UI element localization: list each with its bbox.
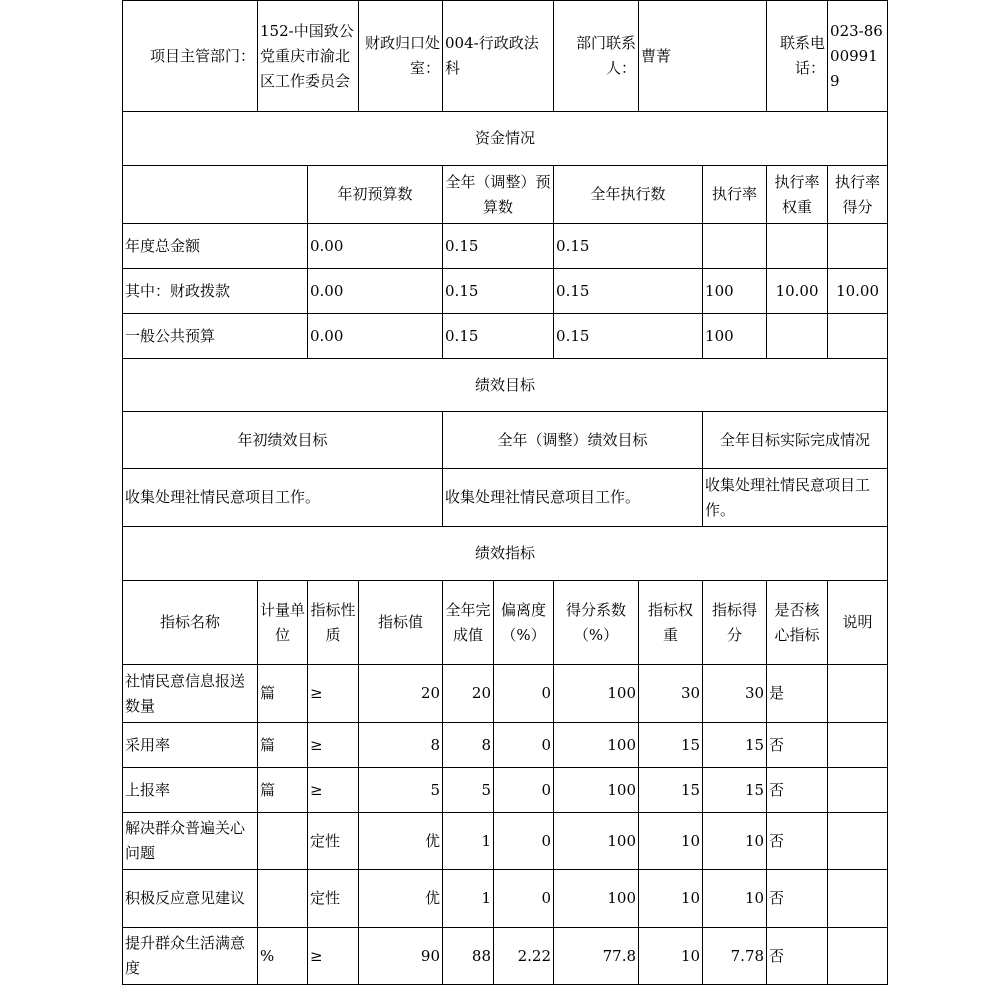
indicator-cell: 0 — [494, 723, 554, 768]
funds-cell: 0.15 — [443, 224, 554, 269]
indicator-name: 社情民意信息报送数量 — [123, 665, 258, 723]
indicator-cell: 88 — [443, 928, 494, 985]
indicator-column-header: 指标值 — [359, 581, 443, 665]
funds-cell — [703, 224, 767, 269]
indicator-column-header: 指标权重 — [639, 581, 703, 665]
indicator-cell — [828, 768, 888, 813]
funds-column-header: 全年执行数 — [554, 166, 703, 224]
header-row — [123, 1, 888, 112]
indicator-cell: 10 — [703, 813, 767, 870]
goals-section-row — [123, 359, 888, 412]
indicator-cell: 篇 — [258, 665, 308, 723]
indicator-row — [123, 665, 888, 723]
indicator-row — [123, 870, 888, 928]
indicator-cell: 是 — [767, 665, 828, 723]
funds-cell — [767, 314, 828, 359]
indicator-column-header: 说明 — [828, 581, 888, 665]
funds-cell: 0.15 — [443, 269, 554, 314]
funds-cell — [828, 314, 888, 359]
indicator-cell: 5 — [359, 768, 443, 813]
funds-cell: 0.00 — [308, 224, 443, 269]
funds-section-title: 资金情况 — [123, 112, 888, 166]
phone-value: 023-86009919 — [828, 1, 888, 112]
goals-value: 收集处理社情民意项目工作。 — [443, 469, 703, 527]
funds-column-header: 执行率得分 — [828, 166, 888, 224]
indicator-cell: 0 — [494, 768, 554, 813]
funds-cell: 0.00 — [308, 269, 443, 314]
indicator-cell: 否 — [767, 768, 828, 813]
funds-row — [123, 314, 888, 359]
indicator-cell: 15 — [703, 723, 767, 768]
funds-cell — [767, 224, 828, 269]
indicator-cell — [258, 870, 308, 928]
indicator-cell: 0 — [494, 665, 554, 723]
goals-value: 收集处理社情民意项目工作。 — [703, 469, 888, 527]
funds-cell: 100 — [703, 269, 767, 314]
indicator-cell: 77.8 — [554, 928, 639, 985]
funds-row-label: 其中：财政拨款 — [123, 269, 308, 314]
indicator-cell: 15 — [703, 768, 767, 813]
dept-label: 项目主管部门： — [123, 1, 258, 112]
indicator-column-header: 偏离度（%） — [494, 581, 554, 665]
indicator-cell: 篇 — [258, 723, 308, 768]
indicator-cell: 10 — [639, 928, 703, 985]
funds-column-header: 全年（调整）预算数 — [443, 166, 554, 224]
funds-cell: 0.15 — [443, 314, 554, 359]
indicator-cell: 20 — [359, 665, 443, 723]
indicator-cell: 100 — [554, 813, 639, 870]
indicator-cell: 90 — [359, 928, 443, 985]
indicator-cell: 15 — [639, 768, 703, 813]
funds-cell: 0.00 — [308, 314, 443, 359]
goals-column-header: 年初绩效目标 — [123, 412, 443, 469]
indicator-cell: 篇 — [258, 768, 308, 813]
indicators-section-row — [123, 527, 888, 581]
funds-cell — [828, 224, 888, 269]
indicator-name: 积极反应意见建议 — [123, 870, 258, 928]
goals-value-row — [123, 469, 888, 527]
goals-header-row — [123, 412, 888, 469]
indicator-cell — [258, 813, 308, 870]
indicator-cell: 100 — [554, 768, 639, 813]
performance-table — [122, 0, 888, 985]
goals-section-title: 绩效目标 — [123, 359, 888, 412]
indicator-cell — [828, 665, 888, 723]
indicator-column-header: 指标得分 — [703, 581, 767, 665]
funds-column-header: 年初预算数 — [308, 166, 443, 224]
indicator-row — [123, 813, 888, 870]
indicator-name: 解决群众普遍关心问题 — [123, 813, 258, 870]
indicator-cell — [828, 813, 888, 870]
indicator-cell — [828, 870, 888, 928]
indicator-cell: 5 — [443, 768, 494, 813]
indicators-header-row — [123, 581, 888, 665]
indicator-cell: 20 — [443, 665, 494, 723]
indicator-cell: 定性 — [308, 813, 359, 870]
indicator-cell: 7.78 — [703, 928, 767, 985]
indicator-column-header: 指标性质 — [308, 581, 359, 665]
funds-column-header: 执行率权重 — [767, 166, 828, 224]
indicator-cell: 30 — [703, 665, 767, 723]
funds-cell: 100 — [703, 314, 767, 359]
contact-label: 部门联系人： — [554, 1, 639, 112]
indicator-cell: 否 — [767, 723, 828, 768]
indicator-cell: 优 — [359, 870, 443, 928]
office-label: 财政归口处室： — [359, 1, 443, 112]
indicator-cell: 2.22 — [494, 928, 554, 985]
indicator-column-header: 计量单位 — [258, 581, 308, 665]
goals-column-header: 全年目标实际完成情况 — [703, 412, 888, 469]
indicator-cell: 优 — [359, 813, 443, 870]
indicator-cell: % — [258, 928, 308, 985]
indicator-column-header: 全年完成值 — [443, 581, 494, 665]
indicator-cell: 定性 — [308, 870, 359, 928]
office-value: 004-行政政法科 — [443, 1, 554, 112]
indicator-cell: 1 — [443, 870, 494, 928]
indicators-section-title: 绩效指标 — [123, 527, 888, 581]
funds-row — [123, 224, 888, 269]
indicator-cell: 10 — [703, 870, 767, 928]
goals-value: 收集处理社情民意项目工作。 — [123, 469, 443, 527]
indicator-cell: 1 — [443, 813, 494, 870]
indicator-cell: 100 — [554, 723, 639, 768]
indicator-cell: 8 — [443, 723, 494, 768]
indicator-cell: ≥ — [308, 723, 359, 768]
goals-column-header: 全年（调整）绩效目标 — [443, 412, 703, 469]
funds-cell: 0.15 — [554, 269, 703, 314]
indicator-cell: 0 — [494, 870, 554, 928]
funds-cell: 0.15 — [554, 224, 703, 269]
funds-cell: 10.00 — [767, 269, 828, 314]
indicator-name: 采用率 — [123, 723, 258, 768]
indicator-cell: 10 — [639, 870, 703, 928]
indicator-cell: 否 — [767, 928, 828, 985]
indicator-row — [123, 928, 888, 985]
indicator-cell: 8 — [359, 723, 443, 768]
funds-column-header: 执行率 — [703, 166, 767, 224]
indicator-column-header: 指标名称 — [123, 581, 258, 665]
funds-cell: 0.15 — [554, 314, 703, 359]
dept-value: 152-中国致公党重庆市渝北区工作委员会 — [258, 1, 359, 112]
indicator-cell: 30 — [639, 665, 703, 723]
indicator-column-header: 是否核心指标 — [767, 581, 828, 665]
indicator-row — [123, 768, 888, 813]
indicator-cell: 15 — [639, 723, 703, 768]
indicator-row — [123, 723, 888, 768]
contact-value: 曹菁 — [639, 1, 767, 112]
indicator-cell: 100 — [554, 665, 639, 723]
funds-row — [123, 269, 888, 314]
indicator-cell: 0 — [494, 813, 554, 870]
indicator-cell: ≥ — [308, 928, 359, 985]
funds-row-label: 一般公共预算 — [123, 314, 308, 359]
indicator-name: 上报率 — [123, 768, 258, 813]
indicator-name: 提升群众生活满意度 — [123, 928, 258, 985]
phone-label: 联系电话： — [767, 1, 828, 112]
indicator-cell: 否 — [767, 813, 828, 870]
funds-header-row — [123, 166, 888, 224]
indicator-cell — [828, 928, 888, 985]
indicator-cell: 100 — [554, 870, 639, 928]
indicator-cell: ≥ — [308, 665, 359, 723]
indicator-cell: 否 — [767, 870, 828, 928]
indicator-column-header: 得分系数（%） — [554, 581, 639, 665]
funds-column-header — [123, 166, 308, 224]
indicator-cell: 10 — [639, 813, 703, 870]
funds-row-label: 年度总金额 — [123, 224, 308, 269]
funds-cell: 10.00 — [828, 269, 888, 314]
indicator-cell: ≥ — [308, 768, 359, 813]
indicator-cell — [828, 723, 888, 768]
